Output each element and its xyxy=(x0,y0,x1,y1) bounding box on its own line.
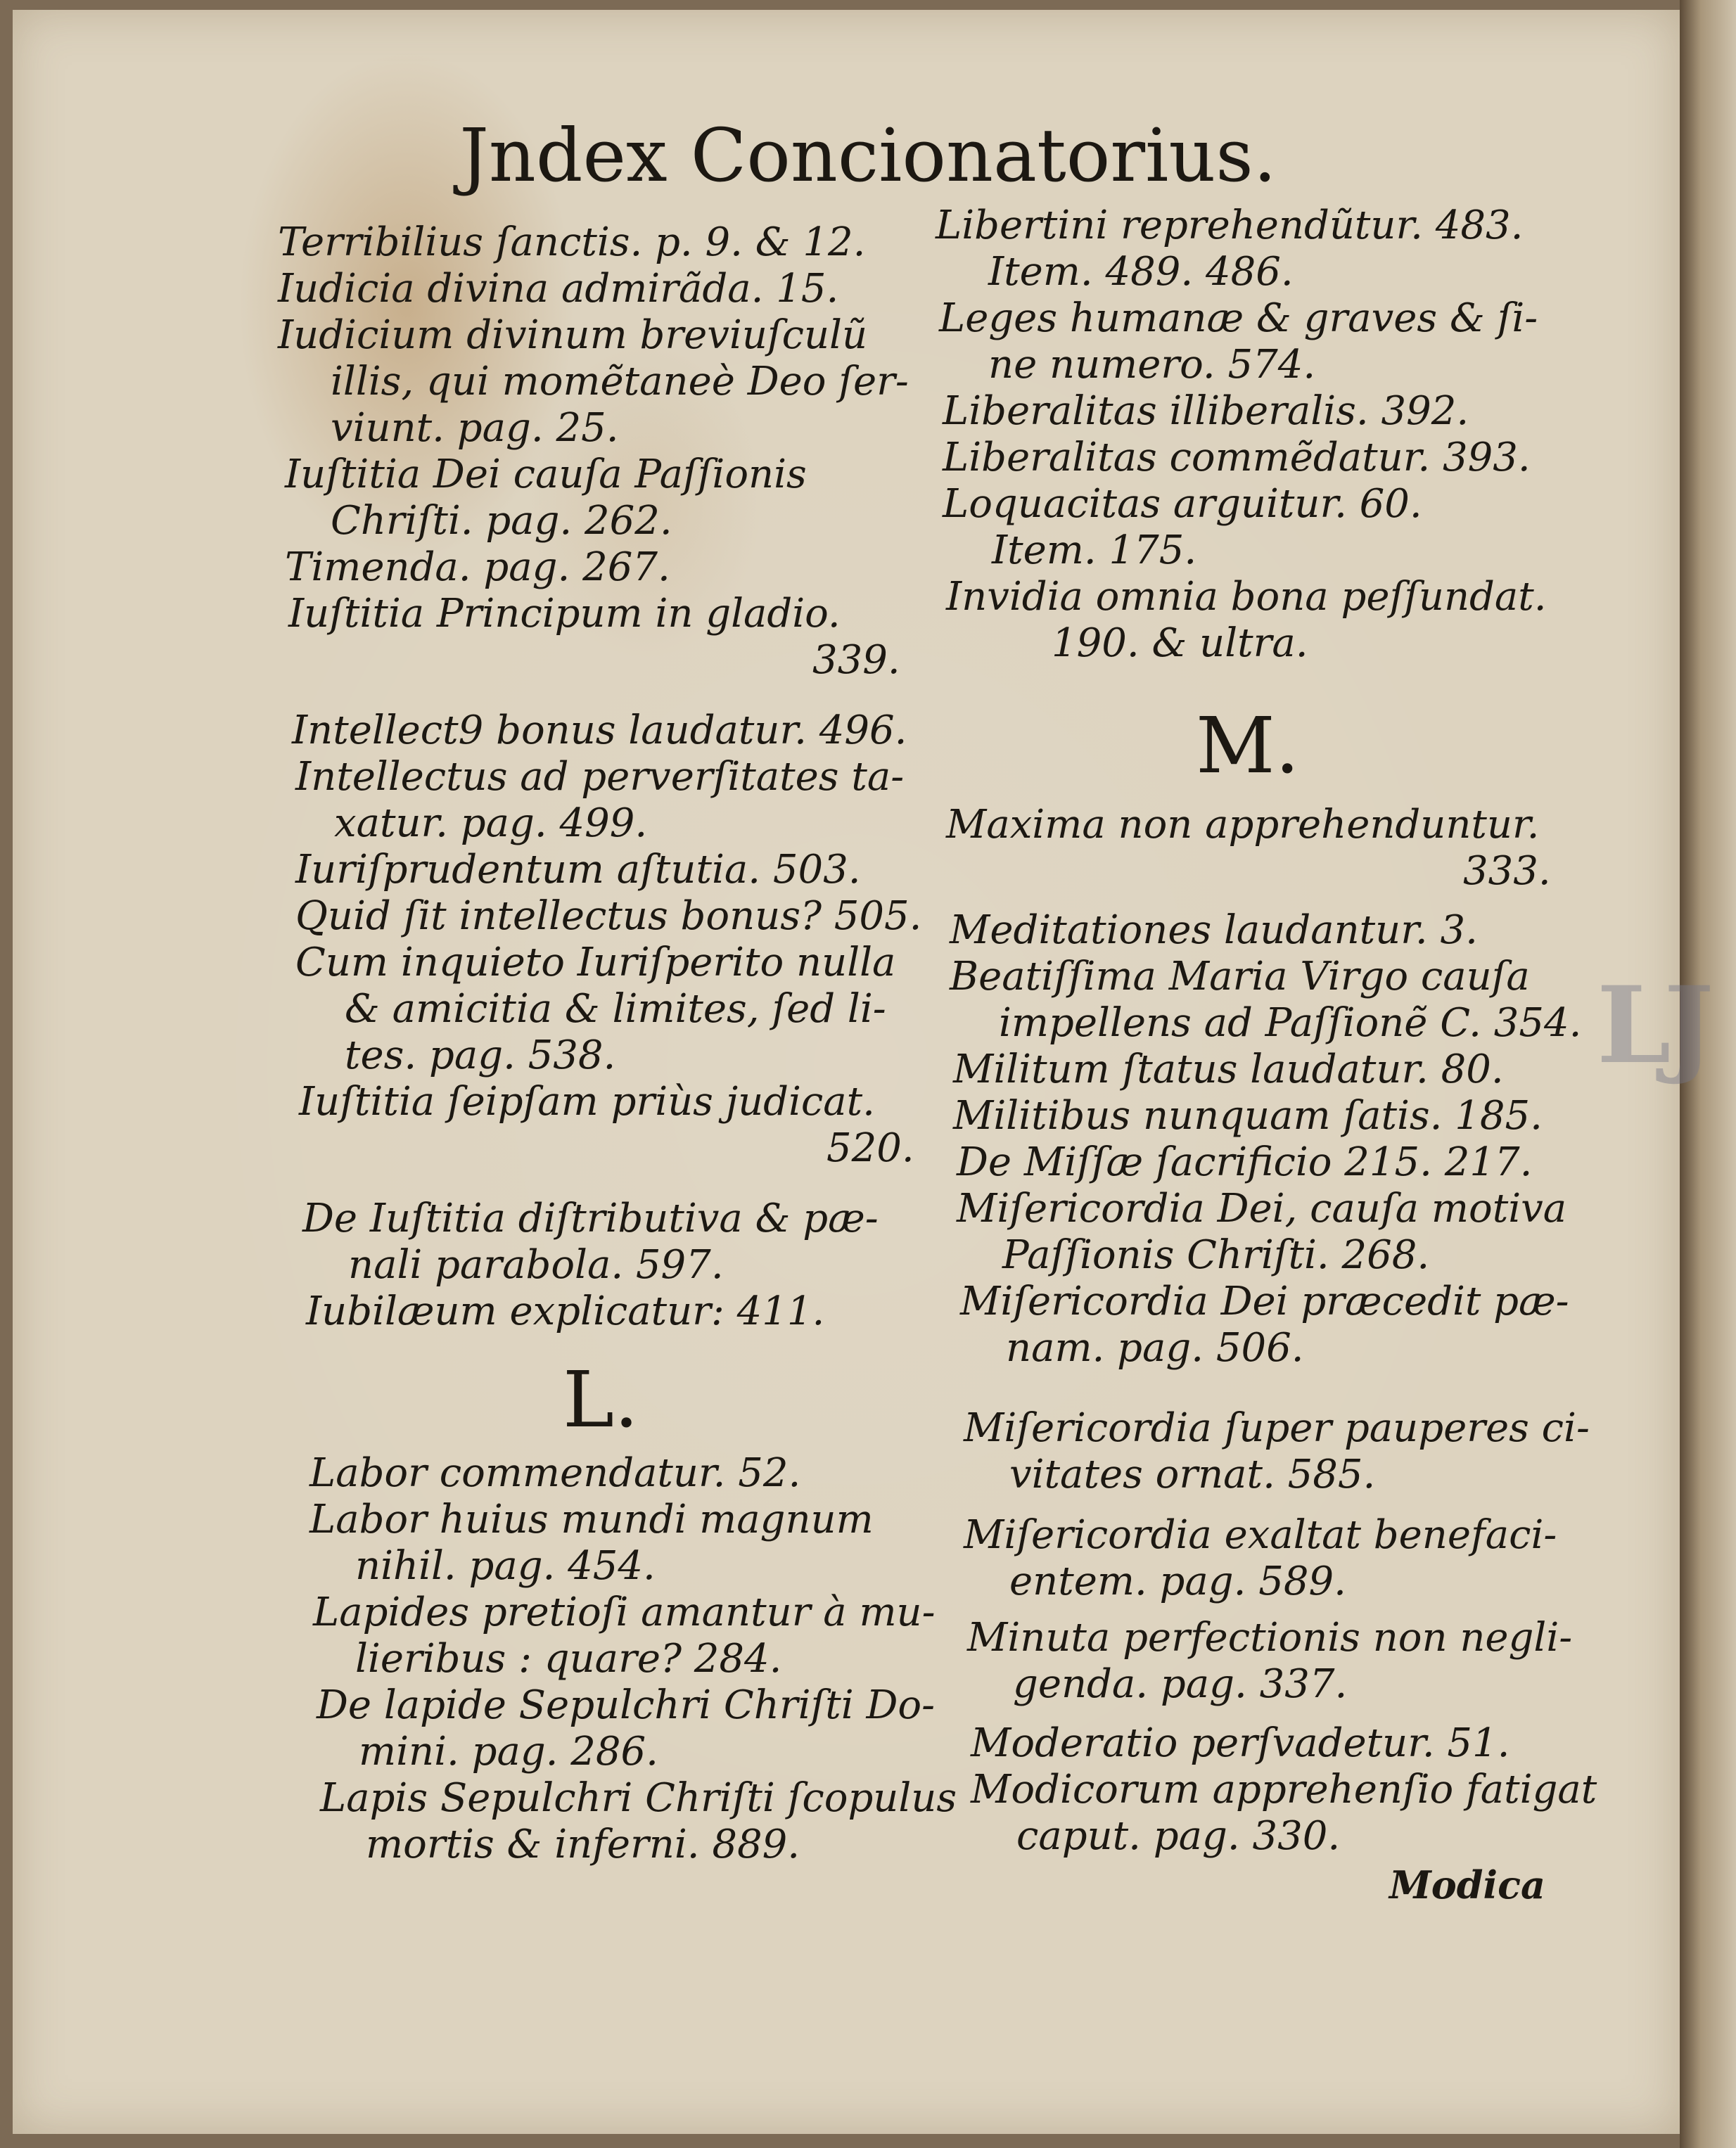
index-entry: entem. pag. 589. xyxy=(1009,1559,1346,1604)
index-entry: Militum ſtatus laudatur. 80. xyxy=(953,1047,1504,1092)
index-entry: & amicitia & limites, ſed li- xyxy=(345,986,886,1032)
index-entry: Iubilæum explicatur: 411. xyxy=(306,1289,825,1334)
index-entry: Labor huius mundi magnum xyxy=(309,1497,874,1542)
index-entry: tes. pag. 538. xyxy=(345,1033,616,1078)
index-entry: Iuſtitia ſeipſam priùs judicat. xyxy=(299,1079,875,1125)
index-entry: xatur. pag. 499. xyxy=(334,800,648,846)
index-entry: Militibus nunquam ſatis. 185. xyxy=(953,1093,1543,1139)
index-entry: Modicorum apprehenſio fatigat xyxy=(971,1767,1597,1813)
index-entry: Quid ſit intellectus bonus? 505. xyxy=(295,893,922,939)
index-entry: Iuriſprudentum aſtutia. 503. xyxy=(295,847,861,893)
index-entry: Iudicium divinum breviuſculũ xyxy=(278,312,868,358)
index-entry: Meditationes laudantur. 3. xyxy=(950,907,1478,953)
index-entry: Iuſtitia Principum in gladio. xyxy=(288,591,841,637)
index-entry: Iuſtitia Dei cauſa Paſſionis xyxy=(285,452,807,497)
index-entry: Invidia omnia bona peſſundat. xyxy=(946,574,1547,620)
section-heading-m: M. xyxy=(1196,701,1300,791)
index-entry: impellens ad Paſſionẽ C. 354. xyxy=(999,1000,1582,1046)
index-entry: Intellectus ad perverſitates ta- xyxy=(295,754,905,800)
index-entry: lieribus : quare? 284. xyxy=(355,1636,782,1682)
index-entry: 190. & ultra. xyxy=(1052,620,1308,666)
index-entry: Miſericordia Dei, cauſa motiva xyxy=(957,1186,1567,1232)
index-entry: 333. xyxy=(1463,848,1551,894)
index-entry: mortis & inferni. 889. xyxy=(366,1822,800,1867)
index-entry: Libertini reprehendũtur. 483. xyxy=(936,203,1524,248)
index-entry: Lapis Sepulchri Chriſti ſcopulus xyxy=(320,1775,957,1821)
index-entry: Minuta perfectionis non negli- xyxy=(967,1615,1573,1661)
index-entry: Liberalitas commẽdatur. 393. xyxy=(943,435,1531,480)
index-entry: Moderatio perſvadetur. 51. xyxy=(971,1720,1510,1766)
bleed-through-letters: LJ xyxy=(1597,964,1707,1087)
index-entry: nali parabola. 597. xyxy=(348,1242,724,1288)
page-title: Jndex Concionatorius. xyxy=(459,113,1277,198)
index-entry: Maxima non apprehenduntur. xyxy=(946,802,1540,848)
index-entry: Paſſionis Chriſti. 268. xyxy=(1002,1232,1430,1278)
index-entry: nam. pag. 506. xyxy=(1006,1325,1304,1371)
index-entry: ne numero. 574. xyxy=(988,342,1316,388)
index-entry: Liberalitas illiberalis. 392. xyxy=(943,388,1469,434)
index-entry: viunt. pag. 25. xyxy=(331,405,619,451)
index-entry: nihil. pag. 454. xyxy=(355,1543,656,1589)
index-entry: De Miſſæ ſacrificio 215. 217. xyxy=(957,1139,1533,1185)
index-entry: illis, qui momẽtaneè Deo ſer- xyxy=(331,359,909,404)
index-entry: Labor commendatur. 52. xyxy=(309,1450,801,1496)
index-entry: 339. xyxy=(812,637,900,683)
index-entry: Timenda. pag. 267. xyxy=(285,544,670,590)
index-entry: De lapide Sepulchri Chriſti Do- xyxy=(317,1682,935,1728)
index-entry: vitates ornat. 585. xyxy=(1009,1452,1376,1497)
index-entry: Chriſti. pag. 262. xyxy=(331,498,672,544)
index-entry: 520. xyxy=(826,1125,914,1171)
index-entry: genda. pag. 337. xyxy=(1013,1661,1348,1707)
index-entry: Iudicia divina admirãda. 15. xyxy=(278,266,839,312)
index-entry: Item. 489. 486. xyxy=(988,249,1294,295)
index-entry: Intellect9 bonus laudatur. 496. xyxy=(292,708,907,753)
index-entry: mini. pag. 286. xyxy=(359,1729,658,1775)
index-entry: De Iuſtitia diſtributiva & pæ- xyxy=(302,1196,879,1241)
index-entry: Item. 175. xyxy=(992,528,1197,573)
index-entry: Beatiſſima Maria Virgo cauſa xyxy=(950,954,1530,999)
index-entry: Lapides pretioſi amantur à mu- xyxy=(313,1590,936,1635)
index-entry: caput. pag. 330. xyxy=(1016,1813,1341,1859)
index-entry: Terribilius ſanctis. p. 9. & 12. xyxy=(278,219,866,265)
index-entry: Leges humanæ & graves & ſi- xyxy=(939,295,1538,341)
index-entry: Miſericordia exaltat benefaci- xyxy=(964,1512,1557,1558)
index-entry: Miſericordia ſuper pauperes ci- xyxy=(964,1405,1590,1451)
catchword: Modica xyxy=(1389,1862,1545,1907)
index-entry: Cum inquieto Iuriſperito nulla xyxy=(295,940,896,985)
index-entry: Loquacitas arguitur. 60. xyxy=(943,481,1422,527)
section-heading-l: L. xyxy=(563,1355,639,1445)
index-entry: Miſericordia Dei præcedit pæ- xyxy=(960,1279,1569,1324)
